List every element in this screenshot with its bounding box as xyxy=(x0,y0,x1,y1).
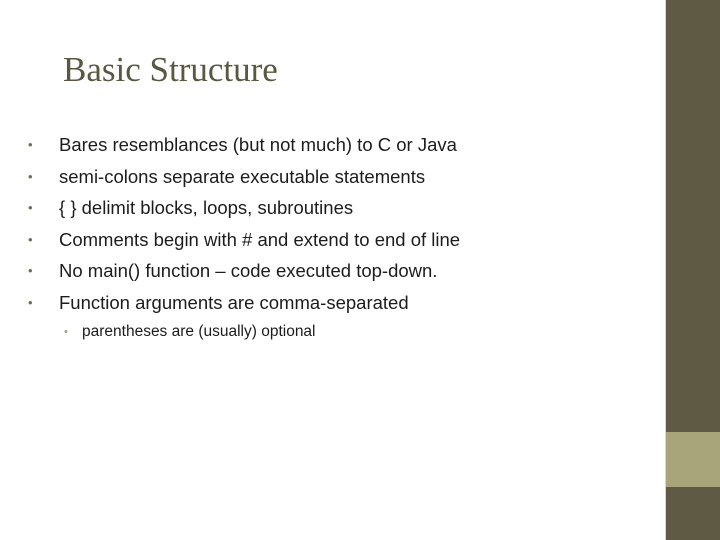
bullet-dot-icon: • xyxy=(28,231,33,247)
bullet-item xyxy=(28,255,460,287)
slide-title: Basic Structure xyxy=(63,50,278,89)
bullet-text: Comments begin with # and extend to end of line xyxy=(59,228,461,250)
bullet-item xyxy=(28,287,460,319)
bullet-item xyxy=(28,224,460,256)
bullet-text: Bares resemblances (but not much) to C or Java xyxy=(59,134,457,155)
sub-bullet-list xyxy=(64,318,316,346)
bullet-dot-icon: • xyxy=(28,137,33,152)
bullet-text: Function arguments are comma-separated xyxy=(59,291,409,313)
sub-bullet-text: parentheses are (usually) optional xyxy=(82,323,316,340)
bullet-text: No main() function – code executed top-down. xyxy=(59,260,438,282)
bullet-dot-icon: • xyxy=(28,200,33,216)
sub-bullet-item xyxy=(64,318,316,346)
bullet-item xyxy=(28,129,460,161)
bullet-dot-icon: • xyxy=(28,294,33,310)
bullet-text: semi-colons separate executable statements xyxy=(59,165,426,187)
bullet-text: { } delimit blocks, loops, subroutines xyxy=(59,197,354,219)
bullet-item xyxy=(28,161,460,193)
sub-bullet-dot-icon: • xyxy=(64,326,68,338)
bullet-dot-icon: • xyxy=(28,168,33,184)
decorative-sidebar-accent xyxy=(666,432,720,487)
bullet-dot-icon: • xyxy=(28,263,33,279)
bullet-item xyxy=(28,192,460,224)
bullet-list xyxy=(28,129,460,319)
